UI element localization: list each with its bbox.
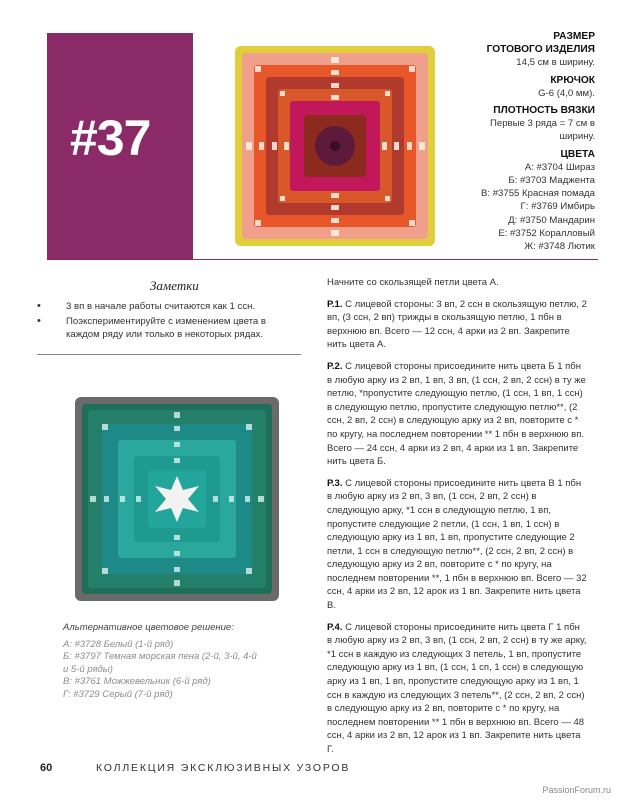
row-instruction [327, 477, 587, 613]
row-instruction [327, 298, 587, 352]
color-item: А: #3704 Шираз [524, 161, 595, 173]
book-title: КОЛЛЕКЦИЯ ЭКСКЛЮЗИВНЫХ УЗОРОВ [96, 762, 351, 774]
bullet-icon: • [37, 314, 41, 327]
gauge-line: ширину. [559, 131, 595, 143]
colors-title: ЦВЕТА [560, 148, 595, 160]
watermark-site: PassionForum.ru [542, 785, 611, 795]
row-text: С лицевой стороны: 3 вп, 2 ссн в скользящую петлю, 2 вп, (3 ссн, 2 вп) трижды в скользящую петлю, 1 пбн в верхнюю вп. Всего — 12 ссн, 4 арки из 2 вп. Закрепите нить цвета А. [327, 298, 587, 351]
row-instruction [327, 360, 587, 469]
note-text: Поэкспериментируйте с изменением цвета в каждом ряду или только в некоторых рядах. [66, 315, 267, 341]
notes-divider [37, 354, 301, 355]
note-item [37, 300, 302, 314]
bullet-icon: • [37, 300, 41, 312]
gauge-line: Первые 3 ряда = 7 см в [489, 118, 595, 130]
hook-title: КРЮЧОК [550, 74, 595, 86]
alt-swatch-image [72, 394, 282, 604]
alt-color-line: и 5-й ряды) [63, 663, 113, 675]
size-title-2: ГОТОВОГО ИЗДЕЛИЯ [486, 44, 595, 56]
row-label: Р.4. [327, 621, 343, 633]
instructions [327, 276, 587, 765]
gauge-title: ПЛОТНОСТЬ ВЯЗКИ [493, 105, 595, 117]
alt-colorway-title: Альтернативное цветовое решение: [63, 622, 234, 633]
color-item: Д: #3750 Мандарин [508, 214, 595, 226]
alt-color-line: Г: #3729 Серый (7-й ряд) [63, 688, 173, 700]
note-text: 3 вп в начале работы считаются как 1 ссн. [66, 301, 256, 312]
color-item: Г: #3769 Имбирь [520, 201, 595, 213]
alt-color-line: А: #3728 Белый (1-й ряд) [63, 638, 174, 650]
alt-color-line: В: #3761 Можжевельник (6-й ряд) [63, 676, 211, 688]
row-text: С лицевой стороны присоедините нить цвета В 1 пбн в любую арку из 2 вп, 3 вп, (1 ссн, 2 вп, 2 ссн) в следующую арку, *1 ссн в следующую петлю, 1 вп, пропустите следующие 2 петли, (1 ссн, 1 вп, 1 ссн) в следующую арку из 1 вп, 1 вп, пропустите следующие 2 петли, 1 ссн в следующую петлю**, (2 ссн, 2 вп, 2 ссн) в следующую арку из 2 вп, повторите с * по кругу, на последнем повторении **, 1 пбн в верхнюю вп. Всего — 32 ссн, 4 арки из 2 вп, 12 арок из 1 вп. Закрепите нить цвета В. [327, 477, 587, 612]
color-item: В: #3755 Красная помада [480, 188, 595, 200]
alt-color-line: Б: #3797 Темная морская пена (2-й, 3-й, 4-й [63, 651, 257, 663]
header-divider [47, 259, 598, 260]
row-label: Р.2. [327, 360, 343, 372]
size-title: РАЗМЕР [553, 31, 595, 42]
pattern-number: #37 [70, 110, 151, 166]
alt-colorway [63, 622, 303, 702]
row-label: Р.3. [327, 477, 343, 489]
instructions-intro: Начните со скользящей петли цвета А. [327, 277, 499, 288]
notes-title: Заметки [150, 278, 199, 293]
page-number: 60 [40, 762, 53, 774]
main-swatch-image [232, 43, 438, 249]
notes-list [37, 300, 302, 343]
row-label: Р.1. [327, 298, 343, 310]
row-text: С лицевой стороны присоедините нить цвета Б 1 пбн в любую арку из 2 вп, 1 вп, 3 вп, (1 ссн, 2 вп, 2 ссн) в ту же петлю, *пропустите следующую петлю, (1 ссн, 1 вп, 1 ссн) в следующую петлю, пропустите следующую петлю**, (2 ссн, 2 вп, 2 ссн) в следующую арку из 2 вп, повторите с * по кругу, на последнем повторении ** 1 пбн в верхнюю вп. Всего — 24 ссн, 4 арки из 2 вп, 4 арки из 1 вп. Закрепите нить цвета Б. [327, 360, 586, 468]
color-item: Ж: #3748 Лютик [524, 241, 595, 253]
row-instruction [327, 621, 587, 757]
row-text: С лицевой стороны присоедините нить цвета Г 1 пбн в любую арку из 2 вп, 3 вп, (1 ссн, 2 вп, 2 ссн) в ту же арку, *1 ссн в каждую из следующих 3 петель, 1 вп, пропустите следующую арку из 1 вп, (1 ссн, 1 сп, 1 ссн) в следующую арку из 1 вп, 1 вп, пропустите следующую арку из 1 вп, 1 ссн в каждую из следующих 3 петель**, (2 ссн, 2 вп, 2 ссн) в следующую арку из 2 вп, повторите с * по кругу, на последнем повторении ** 1 пбн в верхнюю вп. Всего — 48 ссн, 4 арки из 2 вп, 12 арок из 1 вп. Закрепите нить цвета Г. [327, 621, 587, 755]
color-item: Б: #3703 Маджента [508, 175, 595, 187]
hook-value: G-6 (4,0 мм). [538, 87, 595, 99]
note-item [37, 315, 302, 342]
color-item: Е: #3752 Коралловый [498, 227, 595, 239]
spec-panel [410, 30, 595, 253]
size-value: 14,5 см в ширину. [516, 57, 595, 69]
